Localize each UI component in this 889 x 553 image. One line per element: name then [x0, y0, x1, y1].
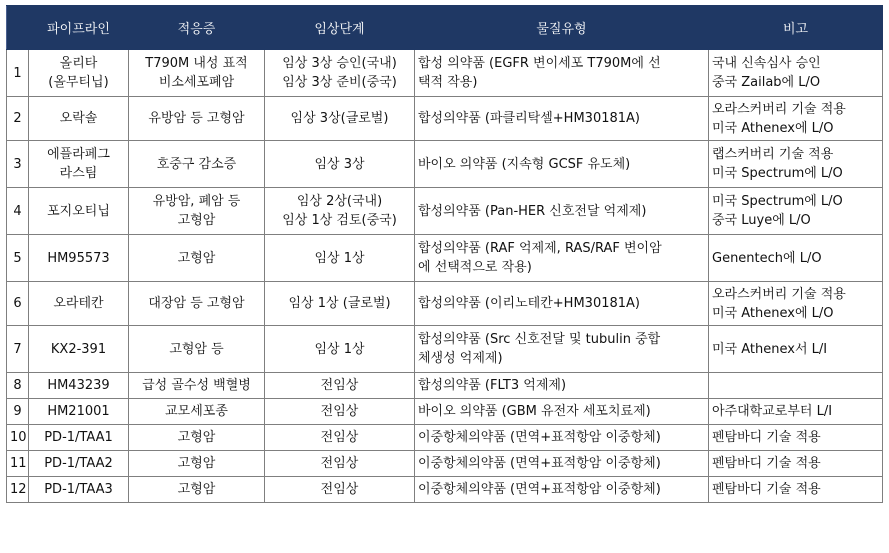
table-row	[7, 399, 883, 425]
cell-note: 펜탐바디 기술 적용	[709, 425, 883, 451]
cell-pipeline: HM21001	[29, 399, 129, 425]
cell-clinical-stage: 전임상	[265, 477, 415, 503]
cell-indication: 유방암 등 고형암	[129, 97, 265, 141]
cell-clinical-stage: 임상 1상 (글로벌)	[265, 282, 415, 326]
cell-note: 국내 신속심사 승인 중국 Zailab에 L/O	[709, 50, 883, 97]
header-number	[7, 6, 29, 50]
cell-substance-type: 바이오 의약품 (GBM 유전자 세포치료제)	[415, 399, 709, 425]
cell-substance-type: 합성 의약품 (EGFR 변이세포 T790M에 선 택적 작용)	[415, 50, 709, 97]
row-number: 4	[7, 188, 29, 235]
cell-indication: 고형암	[129, 451, 265, 477]
cell-pipeline: 오라테칸	[29, 282, 129, 326]
cell-indication: 대장암 등 고형암	[129, 282, 265, 326]
pipeline-table	[6, 5, 883, 503]
cell-substance-type: 이중항체의약품 (면역+표적항암 이중항체)	[415, 477, 709, 503]
cell-pipeline: 포지오티닙	[29, 188, 129, 235]
header-note: 비고	[709, 6, 883, 50]
row-number: 12	[7, 477, 29, 503]
cell-pipeline: 오락솔	[29, 97, 129, 141]
cell-substance-type: 합성의약품 (파클리탁셀+HM30181A)	[415, 97, 709, 141]
cell-pipeline: HM95573	[29, 235, 129, 282]
cell-clinical-stage: 임상 2상(국내) 임상 1상 검토(중국)	[265, 188, 415, 235]
table-row	[7, 188, 883, 235]
cell-clinical-stage: 임상 1상	[265, 235, 415, 282]
row-number: 10	[7, 425, 29, 451]
cell-indication: 고형암	[129, 425, 265, 451]
cell-clinical-stage: 임상 3상(글로벌)	[265, 97, 415, 141]
cell-pipeline: PD-1/TAA1	[29, 425, 129, 451]
cell-pipeline: 에플라페그 라스팀	[29, 141, 129, 188]
table-row	[7, 50, 883, 97]
cell-indication: 급성 골수성 백혈병	[129, 373, 265, 399]
row-number: 5	[7, 235, 29, 282]
cell-substance-type: 합성의약품 (Src 신호전달 및 tubulin 중합 체생성 억제제)	[415, 326, 709, 373]
header-indication: 적응증	[129, 6, 265, 50]
row-number: 11	[7, 451, 29, 477]
cell-clinical-stage: 임상 3상 승인(국내) 임상 3상 준비(중국)	[265, 50, 415, 97]
cell-pipeline: PD-1/TAA2	[29, 451, 129, 477]
row-number: 1	[7, 50, 29, 97]
row-number: 8	[7, 373, 29, 399]
table-row	[7, 97, 883, 141]
table-header-row	[7, 6, 883, 50]
row-number: 9	[7, 399, 29, 425]
row-number: 6	[7, 282, 29, 326]
cell-note: 랩스커버리 기술 적용 미국 Spectrum에 L/O	[709, 141, 883, 188]
cell-note: 오라스커버리 기술 적용 미국 Athenex에 L/O	[709, 97, 883, 141]
cell-clinical-stage: 전임상	[265, 399, 415, 425]
cell-substance-type: 합성의약품 (RAF 억제제, RAS/RAF 변이암 에 선택적으로 작용)	[415, 235, 709, 282]
cell-note: 펜탐바디 기술 적용	[709, 451, 883, 477]
table-row	[7, 451, 883, 477]
cell-pipeline: HM43239	[29, 373, 129, 399]
table-row	[7, 282, 883, 326]
cell-pipeline: PD-1/TAA3	[29, 477, 129, 503]
cell-clinical-stage: 임상 1상	[265, 326, 415, 373]
cell-indication: 호중구 감소증	[129, 141, 265, 188]
header-clinical-stage: 임상단계	[265, 6, 415, 50]
cell-clinical-stage: 임상 3상	[265, 141, 415, 188]
cell-substance-type: 이중항체의약품 (면역+표적항암 이중항체)	[415, 425, 709, 451]
cell-note: 펜탐바디 기술 적용	[709, 477, 883, 503]
table-row	[7, 425, 883, 451]
cell-substance-type: 합성의약품 (Pan-HER 신호전달 억제제)	[415, 188, 709, 235]
cell-note	[709, 373, 883, 399]
cell-indication: 고형암	[129, 477, 265, 503]
pipeline-table-container	[6, 5, 883, 503]
cell-indication: 고형암 등	[129, 326, 265, 373]
table-row	[7, 477, 883, 503]
row-number: 3	[7, 141, 29, 188]
table-row	[7, 373, 883, 399]
cell-indication: 교모세포종	[129, 399, 265, 425]
cell-substance-type: 합성의약품 (FLT3 억제제)	[415, 373, 709, 399]
cell-clinical-stage: 전임상	[265, 425, 415, 451]
cell-clinical-stage: 전임상	[265, 451, 415, 477]
cell-indication: 유방암, 폐암 등 고형암	[129, 188, 265, 235]
table-row	[7, 235, 883, 282]
cell-substance-type: 바이오 의약품 (지속형 GCSF 유도체)	[415, 141, 709, 188]
cell-note: 오라스커버리 기술 적용 미국 Athenex에 L/O	[709, 282, 883, 326]
cell-note: 아주대학교로부터 L/I	[709, 399, 883, 425]
cell-pipeline: 올리타 (올무티닙)	[29, 50, 129, 97]
cell-clinical-stage: 전임상	[265, 373, 415, 399]
cell-note: 미국 Spectrum에 L/O 중국 Luye에 L/O	[709, 188, 883, 235]
cell-note: Genentech에 L/O	[709, 235, 883, 282]
header-substance-type: 물질유형	[415, 6, 709, 50]
table-row	[7, 141, 883, 188]
cell-indication: T790M 내성 표적 비소세포폐암	[129, 50, 265, 97]
row-number: 7	[7, 326, 29, 373]
cell-substance-type: 합성의약품 (이리노테칸+HM30181A)	[415, 282, 709, 326]
cell-indication: 고형암	[129, 235, 265, 282]
table-row	[7, 326, 883, 373]
cell-pipeline: KX2-391	[29, 326, 129, 373]
cell-substance-type: 이중항체의약품 (면역+표적항암 이중항체)	[415, 451, 709, 477]
header-pipeline: 파이프라인	[29, 6, 129, 50]
cell-note: 미국 Athenex서 L/I	[709, 326, 883, 373]
row-number: 2	[7, 97, 29, 141]
